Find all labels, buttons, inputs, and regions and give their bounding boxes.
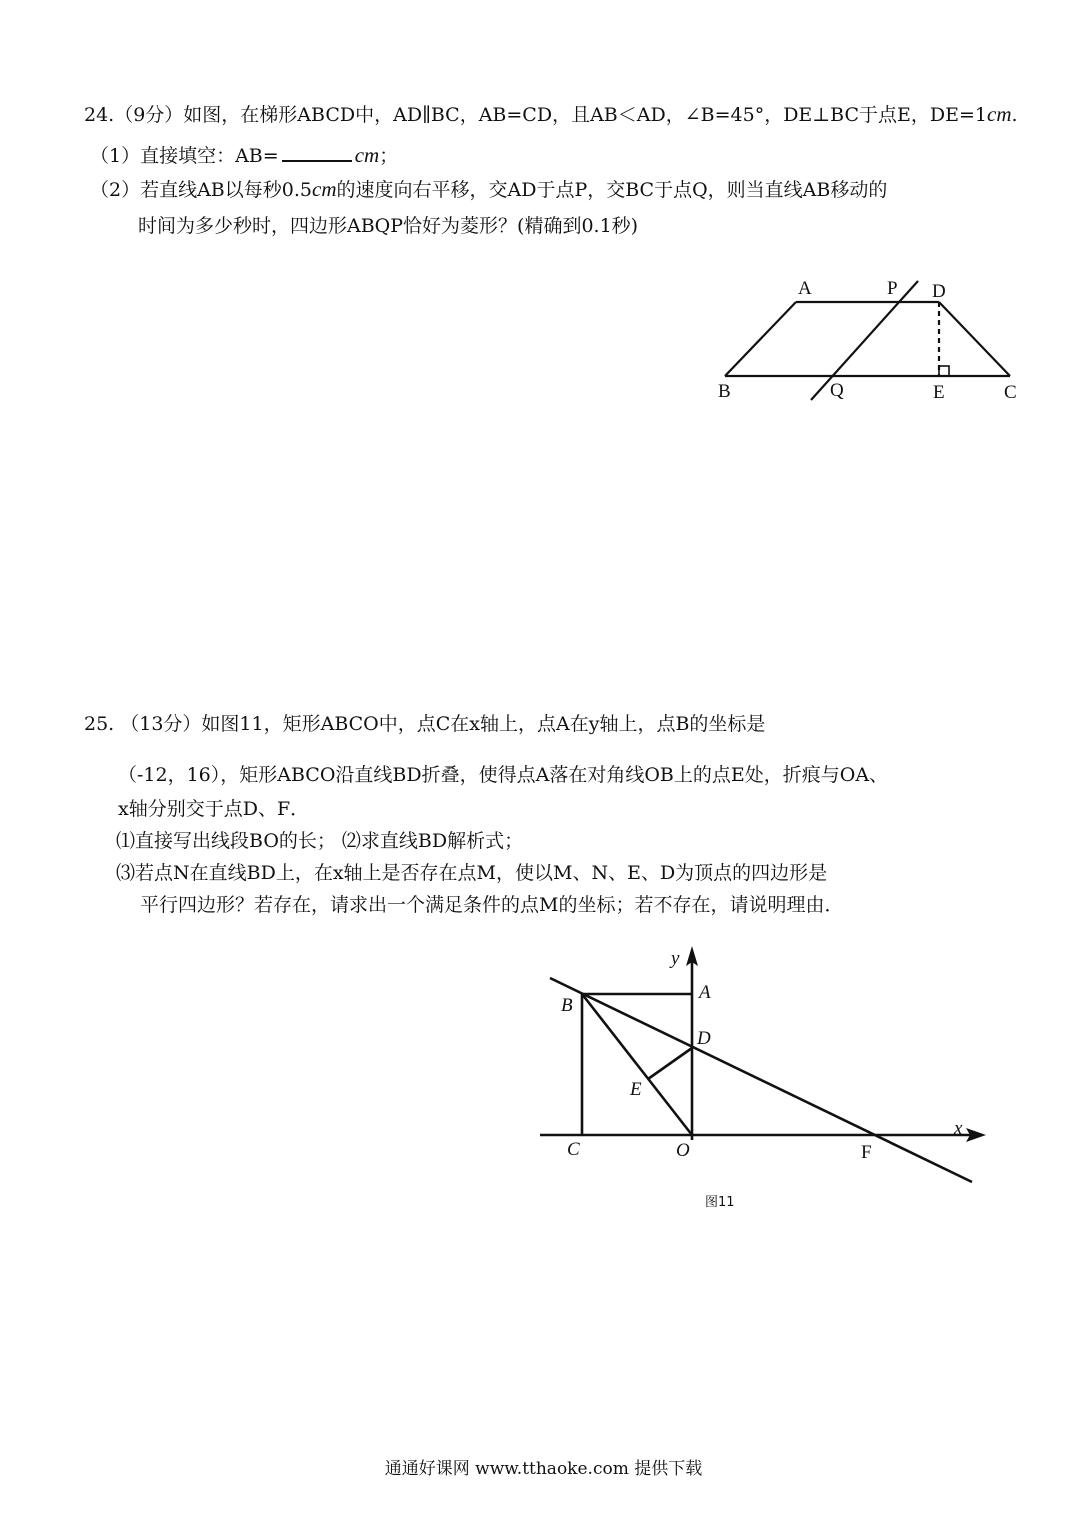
label-b: B <box>718 381 731 402</box>
label-e2: E <box>630 1079 642 1100</box>
q24-part2: （2）若直线AB以每秒0.5cm的速度向右平移，交AD于点P，交BC于点Q，则当直线AB移动的 <box>90 177 888 201</box>
q25-line5: ⑶若点N在直线BD上，在x轴上是否存在点M，使以M、N、E、D为顶点的四边形是 <box>116 862 828 884</box>
label-q: Q <box>830 380 844 401</box>
label-d2: D <box>697 1028 711 1049</box>
line-bf <box>550 978 972 1182</box>
label-o: O <box>676 1140 690 1161</box>
label-p: P <box>887 278 898 299</box>
label-e: E <box>933 382 945 403</box>
label-f: F <box>861 1142 872 1163</box>
figure-caption: 图11 <box>705 1195 735 1210</box>
label-a: A <box>798 278 812 299</box>
q24-unit-cm: cm <box>987 102 1012 126</box>
label-y: y <box>671 948 680 969</box>
q25-line4: ⑴直接写出线段BO的长； ⑵求直线BD解析式； <box>116 830 524 852</box>
label-c2: C <box>567 1139 580 1160</box>
q25-line1: 25. （13分）如图11，矩形ABCO中，点C在x轴上，点A在y轴上，点B的坐标是 <box>84 713 766 735</box>
segment-ed <box>648 1048 692 1079</box>
diagonal-bo <box>582 994 692 1135</box>
label-d: D <box>932 281 946 302</box>
footer-credit: 通通好课网 www.tthaoke.com 提供下载 <box>384 1459 703 1479</box>
q25-line3: x轴分别交于点D、F． <box>118 798 310 820</box>
label-b2: B <box>561 995 573 1016</box>
label-x: x <box>954 1118 963 1139</box>
q24-part2-cont: 时间为多少秒时，四边形ABQP恰好为菱形？(精确到0.1秒) <box>138 215 639 237</box>
q25-line2: （-12，16），矩形ABCO沿直线BD折叠，使得点A落在对角线OB上的点E处，折痕与OA、 <box>118 764 889 786</box>
q25-line6: 平行四边形？若存在，请求出一个满足条件的点M的坐标；若不存在，请说明理由． <box>140 894 844 916</box>
label-c: C <box>1004 382 1017 403</box>
q24-statement: 24.（9分）如图，在梯形ABCD中，AD∥BC，AB=CD，且AB＜AD，∠B=45°，DE⊥BC于点E，DE=1cm. <box>84 102 1018 126</box>
q24-part1: （1）直接填空：AB= cm； <box>90 143 399 167</box>
label-a2: A <box>699 982 711 1003</box>
